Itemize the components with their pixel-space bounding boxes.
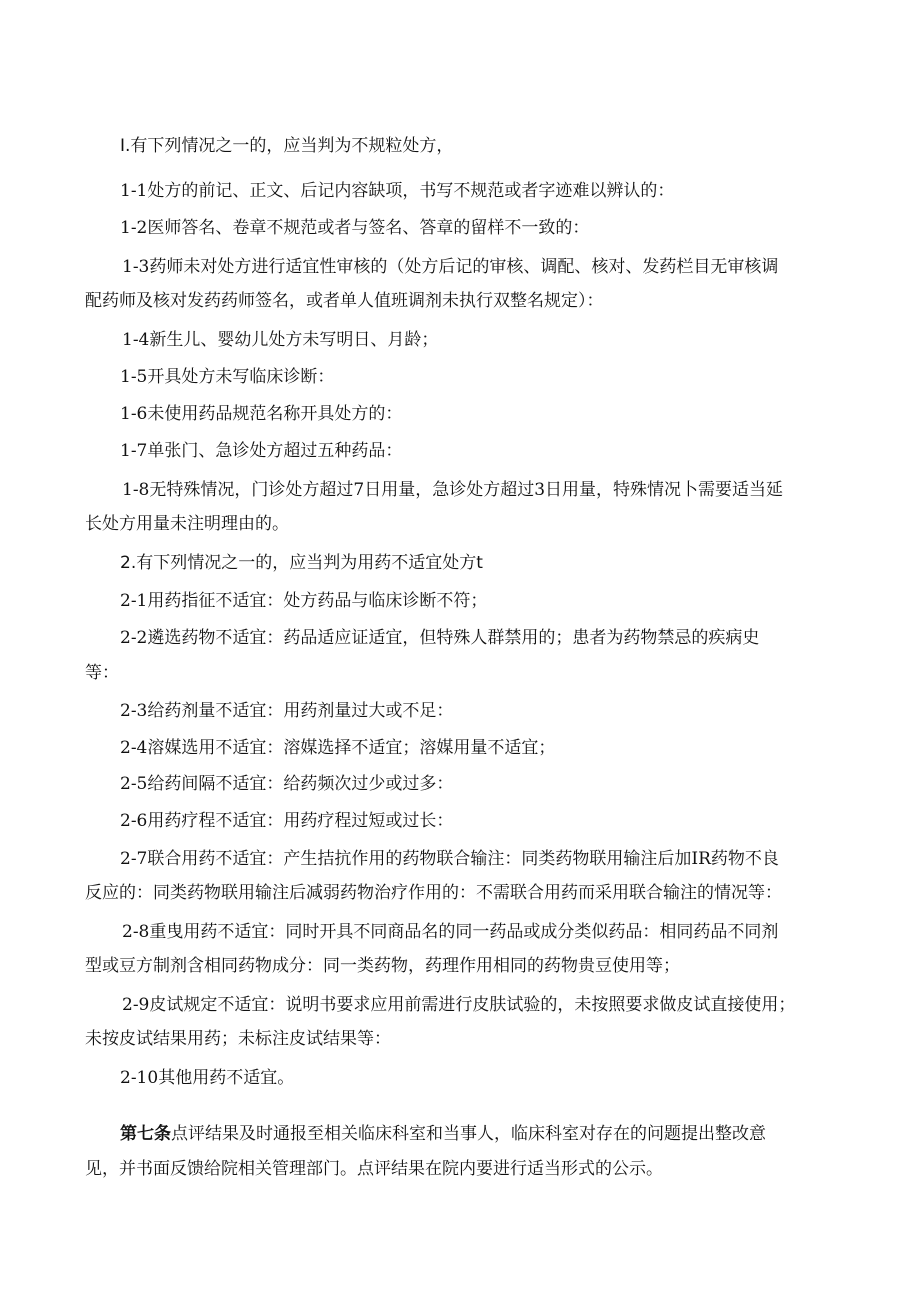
section1-item-1-5: 1-5开具处方未写临床诊断： [120, 367, 335, 387]
section2-item-2-10: 2-10其他用药不适宜。 [120, 1068, 295, 1088]
section2-item-2-5: 2-5给药间隔不适宜：给药频次过少或过多： [120, 774, 454, 794]
section1-item-1-2: 1-2医师答名、卷章不规范或者与签名、答章的留样不一致的： [120, 218, 590, 238]
section2-item-2-8-cont: 型或豆方制剂含相同药物成分：同一类药物，药理作用相同的药物贵豆使用等； [85, 956, 680, 976]
section2-item-2-3: 2-3给药剂量不适宜：用药剂量过大或不足： [120, 701, 454, 721]
section2-item-2-6: 2-6用药疗程不适宜：用药疗程过短或过长： [120, 811, 454, 831]
section2-item-2-4: 2-4溶媒选用不适宜：溶媒选择不适宜；溶媒用量不适宜； [120, 738, 556, 758]
section1-item-1-4: 1-4新生儿、婴幼儿处方未写明日、月龄； [122, 330, 439, 350]
section2-item-2-1: 2-1用药指征不适宜：处方药品与临床诊断不符； [120, 591, 488, 611]
section2-item-2-2: 2-2遴选药物不适宜：药品适应证适宜，但特殊人群禁用的；患者为药物禁忌的疾病史 [120, 628, 760, 648]
section1-item-1-3: 1-3药师未对处方进行适宜性审核的（处方后记的审核、调配、核对、发药栏目无审核调 [122, 257, 779, 277]
article7-label: 第七条 [120, 1124, 171, 1144]
section1-item-1-8-cont: 长处方用量未注明理由的。 [85, 514, 289, 534]
article7-line2: 见，并书面反馈给院相关管理部门。点评结果在院内要进行适当形式的公示。 [85, 1159, 663, 1179]
section2-item-2-9-cont: 未按皮试结果用药；未标注皮试结果等： [85, 1029, 391, 1049]
section1-item-1-3-cont: 配药师及核对发药药师签名，或者单人值班调剂未执行双整名规定）： [85, 291, 604, 311]
section1-item-1-8: 1-8无特殊情况，门诊处方超过7日用量，急诊处方超过3日用量，特殊情况卜需要适当延 [122, 480, 784, 500]
section1-item-1-7: 1-7单张门、急诊处方超过五种药品： [120, 441, 403, 461]
article7-line1 [120, 1123, 766, 1145]
section1-heading: I.有下列情况之一的，应当判为不规粒处方， [120, 136, 454, 156]
section2-item-2-8: 2-8重曳用药不适宜：同时开具不同商品名的同一药品或成分类似药品：相同药品不同剂 [122, 922, 779, 942]
section2-item-2-7: 2-7联合用药不适宜：产生拮抗作用的药物联合输注：同类药物联用输注后加IR药物不良 [120, 849, 779, 869]
section1-item-1-6: 1-6未使用药品规范名称开具处方的： [120, 404, 403, 424]
article7-text-1: 点评结果及时通报至相关临床科室和当事人，临床科室对存在的问题提出整改意 [171, 1124, 766, 1144]
section2-heading: 2.有下列情况之一的，应当判为用药不适宜处方t [120, 553, 483, 573]
section1-item-1-1: 1-1处方的前记、正文、后记内容缺项，书写不规范或者字迹难以辨认的： [120, 181, 675, 201]
section2-item-2-2-cont: 等： [85, 663, 119, 683]
section2-item-2-9: 2-9皮试规定不适宜：说明书要求应用前需进行皮肤试验的，未按照要求做皮试直接使用； [122, 995, 796, 1015]
section2-item-2-7-cont: 反应的：同类药物联用输注后减弱药物治疗作用的：不需联合用药而采用联合输注的情况等： [85, 883, 782, 903]
